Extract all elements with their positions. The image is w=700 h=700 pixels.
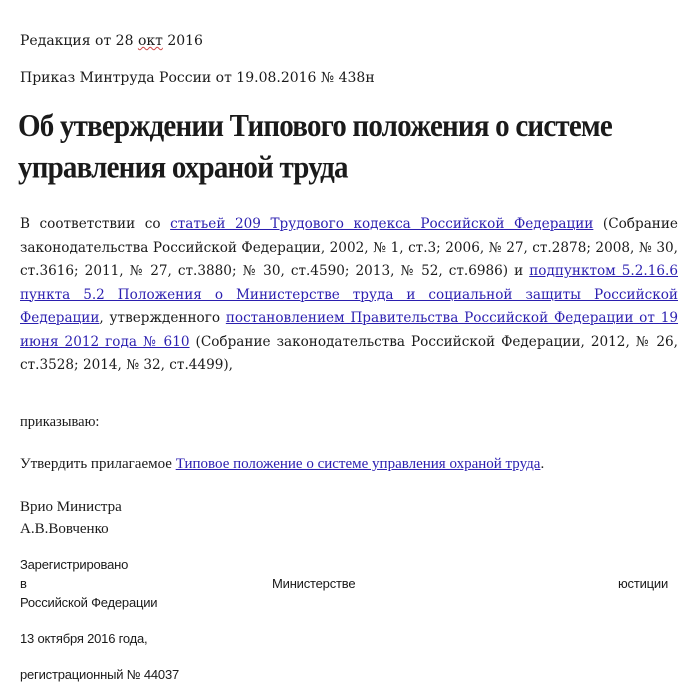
signer-position: Врио Министра [20,499,122,515]
approve-end: . [540,456,545,472]
signature-block [20,496,122,540]
registration-ministry: Министерстве [272,576,356,591]
preamble-text-4: (Собрание законодательства Российской Федерации, 2012, № 26, ст.3528; 2014, № 32, ст.4499), [20,333,678,373]
preamble-text-3: , утвержденного [99,310,226,326]
order-word: приказываю: [20,414,100,430]
edition-date [20,33,203,49]
registration-line-3: Российской Федерации [20,595,158,610]
preamble-text-1: В соответствии со [20,216,171,232]
preamble-text-2: (Собрание законодательства Российской Федерации, 2002, № 1, ст.3; 2006, № 27, ст.2878; 2008, № 30, ст.3616; 2011, № 27, ст.3880; № 30, ст.4590; 2013, № 52, ст.6986) и [20,216,678,279]
edition-month: окт [137,33,163,49]
registration-line-1: Зарегистрировано [20,557,129,572]
registration-justice: юстиции [618,576,669,591]
link-government-decree-610[interactable]: постановлением Правительства Российской Федерации от 19 июня 2012 года № 610 [20,310,679,350]
edition-suffix: 2016 [162,33,203,49]
registration-date: 13 октября 2016 года, [20,631,148,646]
signer-name: А.В.Вовченко [20,521,109,537]
registration-line-2: в [20,576,27,591]
approve-text: Утвердить прилагаемое [20,456,176,472]
link-labor-code-article-209[interactable]: статьей 209 Трудового кодекса Российской Федерации [170,216,594,232]
link-typical-regulation[interactable]: Типовое положение о системе управления охраной труда [175,456,541,472]
registration-number: регистрационный № 44037 [20,667,179,682]
document-title: Об утверждении Типового положения о системе управления охраной труда [18,109,612,185]
edition-prefix: Редакция от 28 [20,33,138,49]
preamble-paragraph [20,213,678,378]
approve-statement [20,456,544,473]
order-reference: Приказ Минтруда России от 19.08.2016 № 438н [20,70,375,86]
link-ministry-regulation[interactable]: подпунктом 5.2.16.6 пункта 5.2 Положения о Министерстве труда и социальной защиты Российской Федерации [20,263,678,326]
